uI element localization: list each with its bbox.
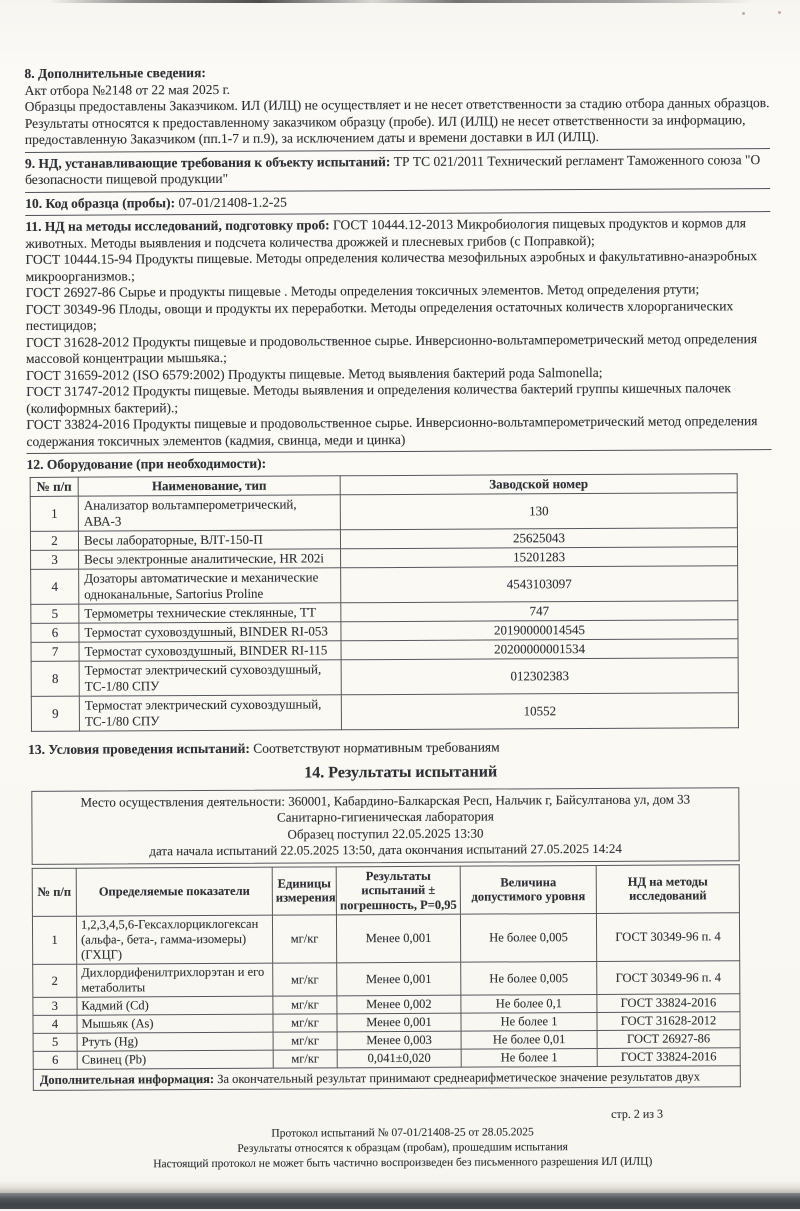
results-header-limit: Величина допустимого уровня <box>460 865 596 914</box>
result-value: Менее 0,003 <box>337 1031 461 1050</box>
result-indicator: 1,2,3,4,5,6-Гексахлорциклогексан (альфа-, бета-, гамма-изомеры) (ГХЦГ) <box>76 915 272 964</box>
result-limit: Не более 0,01 <box>461 1030 597 1049</box>
result-indicator: Мышьяк (As) <box>77 1014 273 1033</box>
additional-info-label: Дополнительная информация: <box>39 1071 215 1087</box>
result-value: Менее 0,001 <box>336 914 460 963</box>
equipment-num: 2 <box>30 531 78 550</box>
result-row <box>33 961 740 998</box>
result-unit: мг/кг <box>273 996 337 1014</box>
section-11-methods <box>25 215 771 454</box>
equipment-name: Термостат суховоздушный, BINDER RI-053 <box>79 621 341 641</box>
results-header-row <box>32 864 739 916</box>
results-header-num: № п/п <box>32 868 76 917</box>
equipment-row <box>30 492 737 531</box>
equipment-num: 9 <box>31 696 79 731</box>
equipment-num: 5 <box>31 604 79 623</box>
result-value: Менее 0,002 <box>337 995 461 1014</box>
footer-protocol-line: Протокол испытаний № 07-01/21408-25 от 28.05.2025 <box>271 1126 534 1140</box>
section-11-label: 11. НД на методы исследований, подготовку проб: <box>25 217 330 234</box>
scan-edge-bottom <box>0 1193 800 1209</box>
equipment-header-serial: Заводской номер <box>340 473 737 494</box>
footer-results-line: Результаты относятся к образцам (пробам), прошедшим испытания <box>237 1141 568 1155</box>
sample-received-line: Образец поступил 22.05.2025 13:30 <box>287 825 484 842</box>
result-method: ГОСТ 30349-96 п. 4 <box>596 913 739 962</box>
lab-name-line: Санитарно-гигиеническая лаборатория <box>276 808 494 825</box>
lab-info-box <box>31 787 739 865</box>
result-indicator: Дихлордифенилтрихлорэтан и его метаболиты <box>77 963 273 997</box>
equipment-name: Дозаторы автоматические и механические одноканальные, Sartorius Proline <box>79 567 341 603</box>
section-8-body: Образцы предоставлены Заказчиком. ИЛ (ИЛЦ) не осуществляет и не несет ответственности за стадию отбора данных образцов. Результаты относятся к предоставленному заказчиком образцу (пробе). ИЛ (ИЛЦ) не несет ответственности за информацию, предоставленную Заказчиком (пп.1-7 и п.9), за исключением даты и времени доставки в ИЛ (ИЛЦ). <box>24 95 770 147</box>
result-unit: мг/кг <box>273 1032 337 1050</box>
section-9-label: 9. НД, устанавливающие требования к объекту испытаний: <box>24 153 391 171</box>
equipment-name: Весы лабораторные, ВЛТ-150-П <box>78 529 340 549</box>
equipment-row <box>31 565 738 604</box>
result-value: Менее 0,001 <box>337 962 461 996</box>
scan-edge-top <box>48 0 754 3</box>
equipment-serial: 4543103097 <box>341 565 738 602</box>
test-dates-line: дата начала испытаний 22.05.2025 13:50, дата окончания испытаний 27.05.2025 14:24 <box>149 840 622 859</box>
gost-entry: ГОСТ 31659-2012 (ISO 6579:2002) Продукты пищевые. Метод выявления бактерий рода Salmonella; <box>26 364 603 383</box>
result-limit: Не более 0,005 <box>460 913 596 962</box>
section-10-value: 07-01/21408-1.2-25 <box>178 194 287 210</box>
gost-entry: ГОСТ 33824-2016 Продукты пищевые и продовольственное сырье. Инверсионно-вольтамперометрический метод определения содержания токсичных элементов (кадмия, свинца, меди и цинка) <box>26 413 758 449</box>
gost-entry: ГОСТ 31747-2012 Продукты пищевые. Методы выявления и определения количества бактерий группы кишечных палочек (колиформных бактерий).; <box>26 380 731 416</box>
section-9-value: ТР ТС 021/2011 Технический регламент Таможенного союза "О безопасности пищевой продукции" <box>25 151 761 187</box>
equipment-num: 8 <box>31 661 79 696</box>
equipment-row <box>31 657 738 696</box>
gost-entry: ГОСТ 30349-96 Плоды, овощи и продукты их переработки. Методы определения остаточных количеств хлорорганических пестицидов; <box>25 297 734 333</box>
result-num: 6 <box>33 1051 77 1069</box>
result-unit: мг/кг <box>272 915 336 963</box>
lab-address-line: Место осуществления деятельности: 360001, Кабардино-Балкарская Респ, Нальчик г, Байсултанова ул, дом 33 <box>80 790 691 810</box>
scan-speck <box>778 11 781 14</box>
section-12-label: 12. Оборудование (при необходимости): <box>26 455 267 472</box>
equipment-name: Анализатор вольтамперометрический, АВА-3 <box>78 494 340 530</box>
equipment-serial: 25625043 <box>340 527 737 548</box>
result-indicator: Кадмий (Cd) <box>77 996 273 1015</box>
equipment-num: 4 <box>31 569 79 604</box>
result-method: ГОСТ 33824-2016 <box>597 1048 740 1067</box>
result-indicator: Ртуть (Hg) <box>77 1032 273 1051</box>
section-10-sample-code <box>25 192 770 216</box>
additional-info-text: За окончательный результат принимают среднеарифметическое значение результатов двух <box>217 1069 700 1086</box>
page-number: стр. 2 из 3 <box>611 1106 664 1121</box>
result-limit: Не более 0,1 <box>461 994 597 1013</box>
results-header-method: НД на методы исследований <box>596 864 739 913</box>
section-8-additional-info <box>24 62 769 152</box>
additional-info-cell <box>33 1066 740 1091</box>
result-method: ГОСТ 33824-2016 <box>597 994 740 1013</box>
gost-entry: ГОСТ 31628-2012 Продукты пищевые и продовольственное сырье. Инверсионно-вольтамперометрический метод определения массовой концентрации мышьяка.; <box>25 330 758 366</box>
footer-copyright-line: Настоящий протокол не может быть частично воспроизведен без письменного разрешения ИЛ (ИЛЦ) <box>153 1155 653 1171</box>
result-method: ГОСТ 31628-2012 <box>597 1012 740 1031</box>
equipment-serial: 15201283 <box>341 546 738 567</box>
section-12-equipment <box>27 453 773 731</box>
equipment-serial: 130 <box>340 492 737 529</box>
result-limit: Не более 1 <box>461 1012 597 1031</box>
equipment-num: 3 <box>31 550 79 569</box>
result-unit: мг/кг <box>273 1050 337 1068</box>
equipment-row <box>31 692 738 731</box>
section-9-requirements <box>25 152 770 193</box>
equipment-table <box>30 473 739 732</box>
results-header-unit: Единицы измерения <box>272 866 336 915</box>
result-num: 2 <box>33 964 77 997</box>
gost-entry: ГОСТ 10444.15-94 Продукты пищевые. Методы определения количества мезофильных аэробных и факультативно-анаэробных микроорганизмов.; <box>25 248 758 284</box>
result-num: 4 <box>33 1015 77 1033</box>
equipment-name: Термостат электрический суховоздушный, ТС-1/80 СПУ <box>79 694 341 730</box>
equipment-serial: 20190000014545 <box>341 619 738 640</box>
result-indicator: Свинец (Pb) <box>77 1050 273 1069</box>
equipment-num: 7 <box>31 642 79 661</box>
equipment-serial: 20200000001534 <box>341 638 738 659</box>
section-8-title: 8. Дополнительные сведения: <box>24 65 206 81</box>
section-13-value: Соответствуют нормативным требованиям <box>253 738 500 756</box>
equipment-serial: 10552 <box>341 692 738 729</box>
results-header-indicator: Определяемые показатели <box>76 867 272 917</box>
result-limit: Не более 0,005 <box>461 961 597 995</box>
result-value: Менее 0,001 <box>337 1013 461 1032</box>
equipment-header-name: Наименование, тип <box>78 475 340 495</box>
section-13-label: 13. Условия проведения испытаний: <box>28 740 250 757</box>
result-unit: мг/кг <box>273 1014 337 1032</box>
gost-entry: ГОСТ 10444.12-2013 Микробиология пищевых продуктов и кормов для животных. Методы выявления и подсчета количества дрожжей и плесневых грибов (с Поправкой); <box>25 215 746 251</box>
results-table <box>32 864 741 1091</box>
section-8-act-line: Акт отбора №2148 от 22 мая 2025 г. <box>24 81 231 98</box>
section-13-conditions <box>28 737 773 758</box>
result-limit: Не более 1 <box>461 1048 597 1067</box>
equipment-serial: 747 <box>341 600 738 621</box>
result-method: ГОСТ 26927-86 <box>597 1030 740 1049</box>
result-method: ГОСТ 30349-96 п. 4 <box>597 961 740 995</box>
equipment-name: Весы электронные аналитические, HR 202i <box>79 548 341 568</box>
result-num: 5 <box>33 1033 77 1051</box>
additional-info-row <box>33 1066 740 1091</box>
result-value: 0,041±0,020 <box>337 1049 461 1068</box>
equipment-header-num: № п/п <box>30 477 78 496</box>
scan-speck <box>742 12 745 15</box>
results-header-result: Результаты испытаний ± погрешность, Р=0,95 <box>336 866 460 915</box>
equipment-num: 1 <box>30 496 78 531</box>
page-footer <box>30 1106 775 1173</box>
result-num: 3 <box>33 997 77 1015</box>
result-row <box>32 913 739 965</box>
gost-entry: ГОСТ 26927-86 Сырье и продукты пищевые . Методы определения токсичных элементов. Метод определения ртути; <box>25 281 700 300</box>
section-14-title: 14. Результаты испытаний <box>304 762 498 782</box>
result-unit: мг/кг <box>273 963 337 996</box>
section-10-label: 10. Код образца (пробы): <box>25 194 176 211</box>
equipment-num: 6 <box>31 623 79 642</box>
equipment-serial: 012302383 <box>341 657 738 694</box>
result-num: 1 <box>32 916 76 964</box>
equipment-name: Термометры технические стеклянные, ТТ <box>79 602 341 622</box>
paper-fold-shadow <box>0 1181 800 1193</box>
equipment-name: Термостат электрический суховоздушный, ТС-1/80 СПУ <box>79 659 341 695</box>
equipment-name: Термостат суховоздушный, BINDER RI-115 <box>79 640 341 660</box>
